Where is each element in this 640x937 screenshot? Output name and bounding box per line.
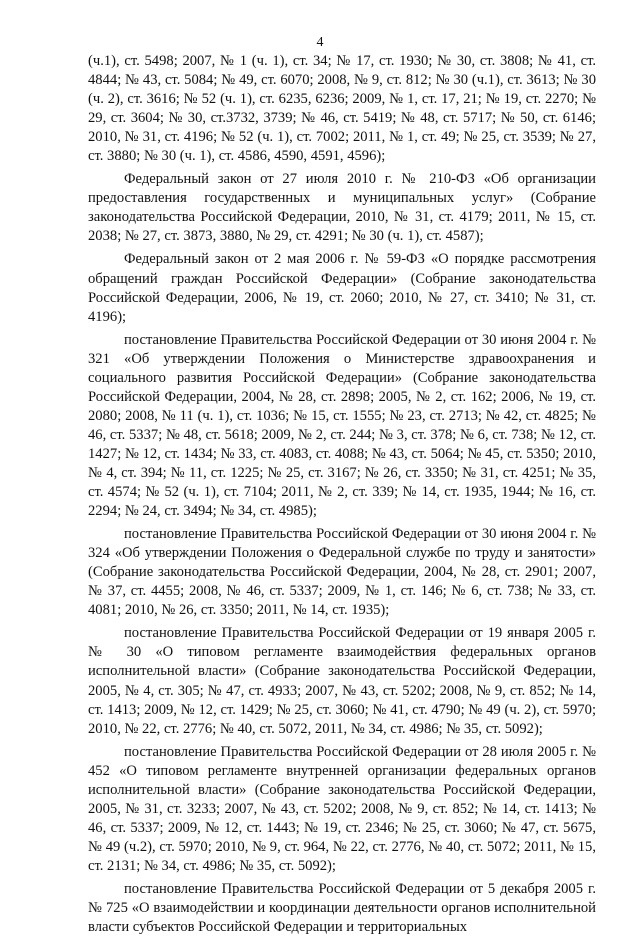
- paragraph-6: постановление Правительства Российской Федерации от 19 января 2005 г. № 30 «О типовом регламенте взаимодействия федеральных органов исполнительной власти» (Собрание законодательства Российской Федерации, 2005, № 4, ст. 305; № 47, ст. 4933; 2007, № 43, ст. 5202; 2008, № 9, ст. 852; № 14, ст. 1413; 2009, № 12, ст. 1429; № 25, ст. 3060; № 41, ст. 4790; № 49 (ч. 2), ст. 5970; 2010, № 22, ст. 2776; № 40, ст. 5072, 2011, № 34, ст. 4986; № 35, ст. 5092);: [88, 625, 596, 737]
- document-body: [88, 52, 596, 937]
- paragraph-8: постановление Правительства Российской Федерации от 5 декабря 2005 г. № 725 «О взаимодействии и координации деятельности органов исполнительной власти субъектов Российской Федерации и территориальных: [88, 880, 596, 936]
- paragraph-1: (ч.1), ст. 5498; 2007, № 1 (ч. 1), ст. 34; № 17, ст. 1930; № 30, ст. 3808; № 41, ст. 4844; № 43, ст. 5084; № 49, ст. 6070; 2008, № 9, ст. 812; № 30 (ч.1), ст. 3613; № 30 (ч. 2), ст. 3616; № 52 (ч. 1), ст. 6235, 6236; 2009, № 1, ст. 17, 21; № 19, ст. 2270; № 29, ст. 3604; № 30, ст.3732, 3739; № 46, ст. 5419; № 48, ст. 5717; № 50, ст. 6146; 2010, № 31, ст. 4196; № 52 (ч. 1), ст. 7002; 2011, № 1, ст. 49; № 25, ст. 3539; № 27, ст. 3880; № 30 (ч. 1), ст. 4586, 4590, 4591, 4596);: [88, 53, 596, 165]
- paragraph-3: Федеральный закон от 2 мая 2006 г. № 59-ФЗ «О порядке рассмотрения обращений граждан Российской Федерации» (Собрание законодательства Российской Федерации, 2006, № 19, ст. 2060; 2010, № 27, ст. 3410; № 31, ст. 4196);: [88, 251, 596, 325]
- paragraph-4: постановление Правительства Российской Федерации от 30 июня 2004 г. № 321 «Об утверждении Положения о Министерстве здравоохранения и социального развития Российской Федерации» (Собрание законодательства Российской Федерации, 2004, № 28, ст. 2898; 2005, № 2, ст. 162; 2006, № 19, ст. 2080; 2008, № 11 (ч. 1), ст. 1036; № 15, ст. 1555; № 23, ст. 2713; № 42, ст. 4825; № 46, ст. 5337; № 48, ст. 5618; 2009, № 2, ст. 244; № 3, ст. 378; № 6, ст. 738; № 12, ст. 1427; № 12, ст. 1434; № 33, ст. 4083, ст. 4088; № 43, ст. 5064; № 45, ст. 5350; 2010, № 4, ст. 394; № 11, ст. 1225; № 25, ст. 3167; № 26, ст. 3350; № 31, ст. 4251; № 35, ст. 4574; № 52 (ч. 1), ст. 7104; 2011, № 2, ст. 339; № 14, ст. 1935, 1944; № 16, ст. 2294; № 24, ст. 3494; № 34, ст. 4985);: [88, 331, 596, 520]
- paragraph-7: постановление Правительства Российской Федерации от 28 июля 2005 г. № 452 «О типовом регламенте внутренней организации федеральных органов исполнительной власти» (Собрание законодательства Российской Федерации, 2005, № 31, ст. 3233; 2007, № 43, ст. 5202; 2008, № 9, ст. 852; № 14, ст. 1413; № 46, ст. 5337; 2009, № 12, ст. 1443; № 19, ст. 2346; № 25, ст. 3060; № 47, ст. 5675, № 49 (ч.2), ст. 5970; 2010, № 9, ст. 964, № 22, ст. 2776, № 40, ст. 5072; 2011, № 15, ст. 2131; № 34, ст. 4986; № 35, ст. 5092);: [88, 743, 596, 874]
- page-number: 4: [316, 35, 324, 50]
- paragraph-2: Федеральный закон от 27 июля 2010 г. № 210-ФЗ «Об организации предоставления государственных и муниципальных услуг» (Собрание законодательства Российской Федерации, 2010, № 31, ст. 4179; 2011, № 15, ст. 2038; № 27, ст. 3873, 3880, № 29, ст. 4291; № 30 (ч. 1), ст. 4587);: [88, 171, 596, 245]
- paragraph-5: постановление Правительства Российской Федерации от 30 июня 2004 г. № 324 «Об утверждении Положения о Федеральной службе по труду и занятости» (Собрание законодательства Российской Федерации, 2004, № 28, ст. 2901; 2007, № 37, ст. 4455; 2008, № 46, ст. 5337; 2009, № 1, ст. 146; № 6, ст. 738; № 33, ст. 4081; 2010, № 26, ст. 3350; 2011, № 14, ст. 1935);: [88, 526, 596, 619]
